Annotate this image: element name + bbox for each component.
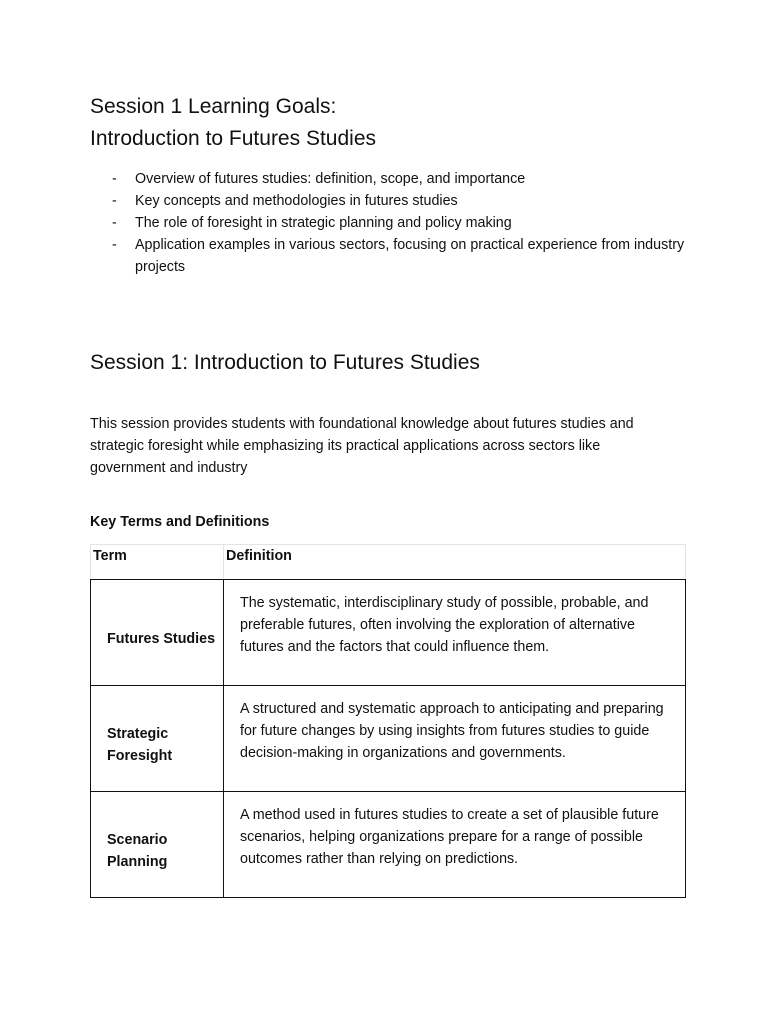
session-heading: Session 1: Introduction to Futures Studies	[90, 351, 480, 374]
list-item-text: Overview of futures studies: definition, scope, and importance	[135, 171, 526, 187]
list-dash: -	[112, 193, 117, 209]
term-column-header: Term	[91, 545, 224, 580]
key-terms-heading: Key Terms and Definitions	[90, 514, 270, 530]
term-cell: Strategic Foresight	[91, 686, 224, 792]
table-header-row	[91, 545, 686, 580]
list-item	[90, 234, 686, 278]
definition-column-header: Definition	[224, 545, 686, 580]
list-item	[90, 168, 686, 190]
definition-cell: A structured and systematic approach to anticipating and preparing for future changes by using insights from futures studies to guide decision-making in organizations and governments.	[224, 686, 686, 792]
learning-goals-heading	[90, 91, 686, 155]
list-dash: -	[112, 215, 117, 231]
list-item	[90, 212, 686, 234]
table-row	[91, 686, 686, 792]
definition-cell: The systematic, interdisciplinary study of possible, probable, and preferable futures, often involving the exploration of alternative futures and the factors that could influence them.	[224, 580, 686, 686]
list-item	[90, 190, 686, 212]
learning-goals-title: Session 1 Learning Goals:	[90, 95, 337, 118]
list-item-text: Application examples in various sectors, focusing on practical experience from industry projects	[135, 237, 685, 275]
list-dash: -	[112, 171, 117, 187]
list-item-text: The role of foresight in strategic planning and policy making	[135, 215, 512, 231]
definition-cell: A method used in futures studies to create a set of plausible future scenarios, helping organizations prepare for a range of possible outcomes rather than relying on predictions.	[224, 792, 686, 898]
key-terms-table	[90, 544, 686, 898]
list-dash: -	[112, 237, 117, 253]
table-row	[91, 580, 686, 686]
learning-goals-subtitle: Introduction to Futures Studies	[90, 127, 376, 150]
learning-goals-list	[90, 168, 686, 278]
session-intro-paragraph: This session provides students with foundational knowledge about futures studies and strategic foresight while emphasizing its practical applications across sectors like government and industry	[90, 416, 634, 476]
list-item-text: Key concepts and methodologies in futures studies	[135, 193, 458, 209]
table-row	[91, 792, 686, 898]
term-cell: Futures Studies	[91, 580, 224, 686]
term-cell: Scenario Planning	[91, 792, 224, 898]
